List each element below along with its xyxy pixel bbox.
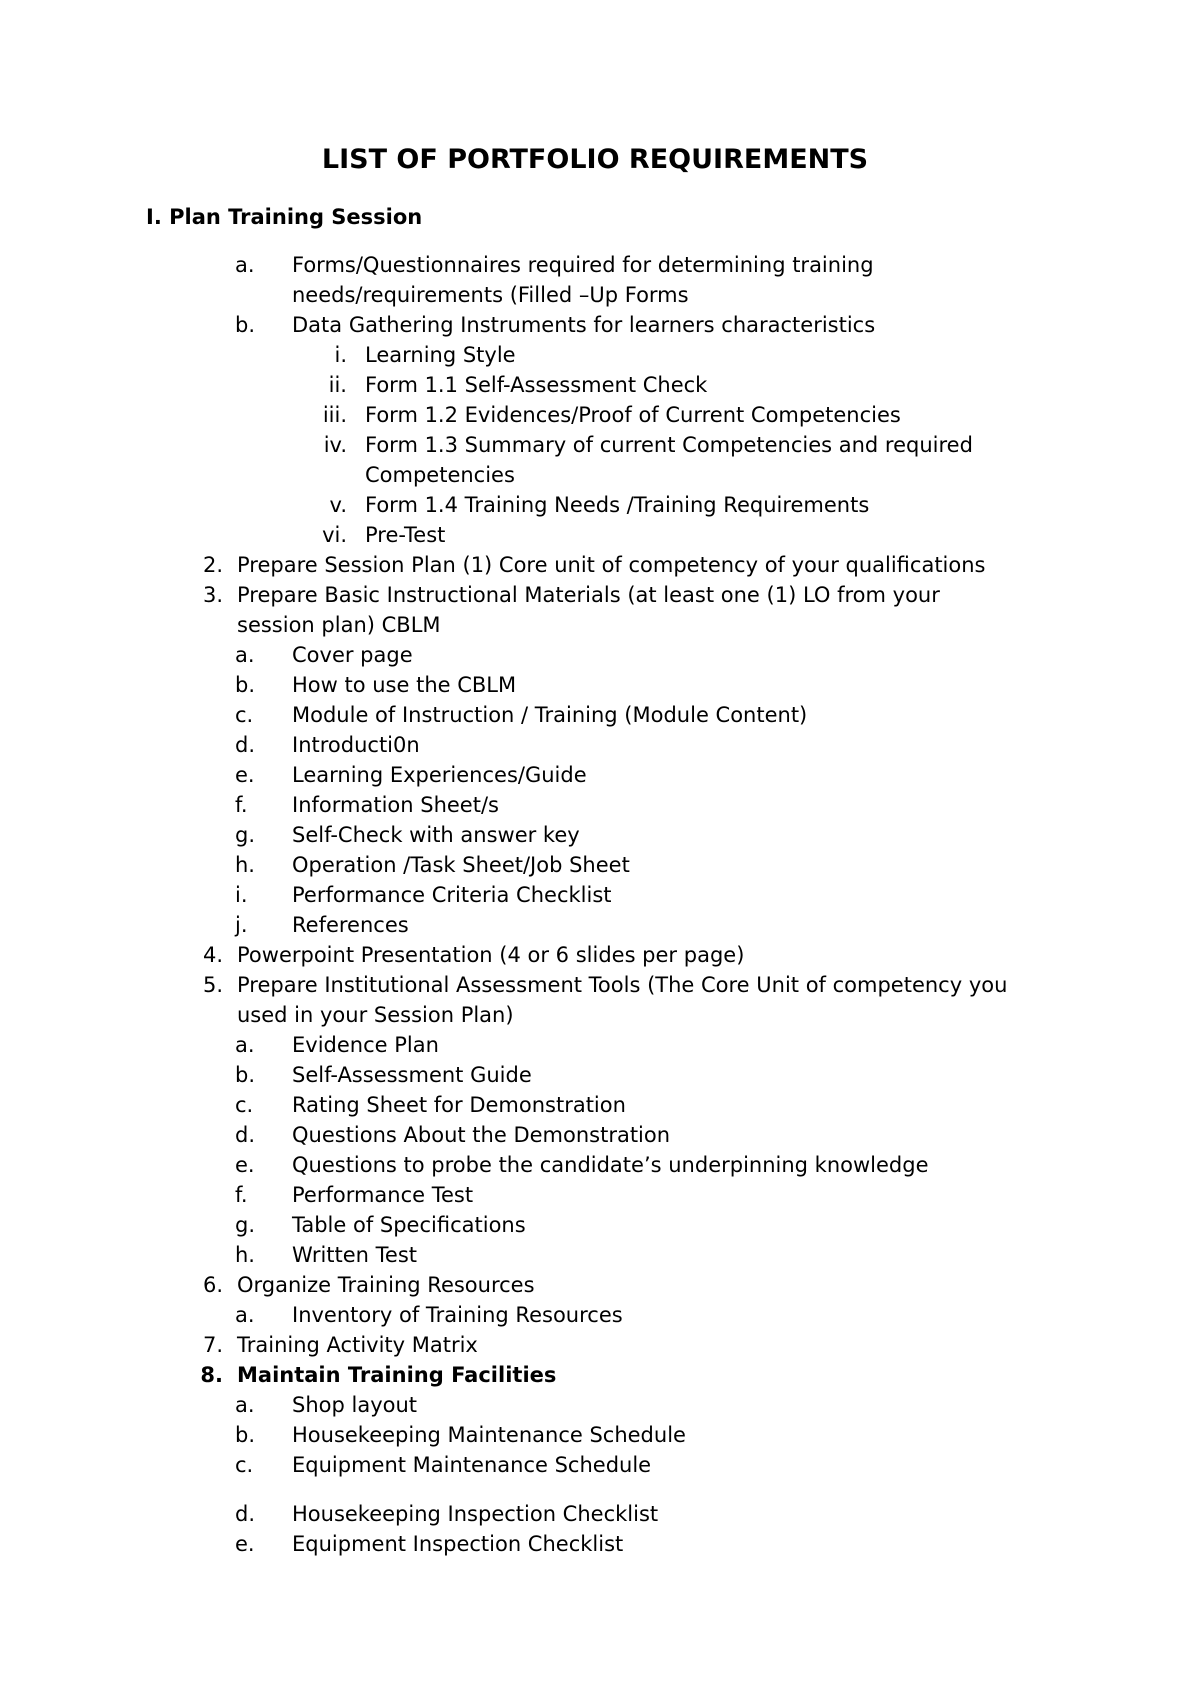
list-item-text: Questions About the Demonstration [292, 1123, 671, 1147]
list-item-text: Prepare Session Plan (1) Core unit of competency of your qualifications [237, 553, 986, 577]
list-marker: e. [235, 1532, 255, 1556]
list-marker: v. [329, 493, 347, 517]
list-marker: e. [235, 763, 255, 787]
list-item-text: Performance Test [292, 1183, 474, 1207]
list-item [0, 850, 1200, 880]
list-marker: vi. [322, 523, 347, 547]
list-item [0, 1420, 1200, 1450]
list-item [0, 1030, 1200, 1060]
list-item [0, 760, 1200, 790]
list-item [0, 1529, 1200, 1559]
list-item-text: Organize Training Resources [237, 1273, 535, 1297]
list-marker: f. [235, 1183, 248, 1207]
list-item [0, 700, 1200, 730]
list-marker: a. [235, 1303, 255, 1327]
list-item [0, 640, 1200, 670]
list-marker: e. [235, 1153, 255, 1177]
list-marker: a. [235, 253, 255, 277]
list-item [0, 1240, 1200, 1270]
list-item-text: Forms/Questionnaires required for determining training [292, 253, 874, 277]
list-marker: 3. [202, 583, 223, 607]
list-item-text: Written Test [292, 1243, 418, 1267]
list-item-text: Cover page [292, 643, 413, 667]
list-marker: 5. [202, 973, 223, 997]
list-item [0, 400, 1200, 430]
list-item-continuation [0, 460, 1200, 490]
list-item-text: Information Sheet/s [292, 793, 499, 817]
list-item-text: Training Activity Matrix [237, 1333, 478, 1357]
list-item-text: Inventory of Training Resources [292, 1303, 623, 1327]
list-marker: c. [235, 703, 254, 727]
list-item [0, 790, 1200, 820]
list-item-text: Module of Instruction / Training (Module Content) [292, 703, 808, 727]
list-item [0, 490, 1200, 520]
list-item-text: Form 1.4 Training Needs /Training Requirements [365, 493, 870, 517]
list-marker: a. [235, 643, 255, 667]
list-item [0, 310, 1200, 340]
list-item-text: Self-Check with answer key [292, 823, 580, 847]
list-item [0, 250, 1200, 280]
list-item-text: Learning Experiences/Guide [292, 763, 587, 787]
section-heading: I. Plan Training Session [146, 205, 423, 229]
list-marker: 4. [202, 943, 223, 967]
list-marker: d. [235, 733, 256, 757]
list-item [0, 880, 1200, 910]
list-marker: h. [235, 853, 255, 877]
list-marker: 6. [202, 1273, 223, 1297]
list-item-text: used in your Session Plan) [237, 1003, 514, 1027]
list-item-text: Housekeeping Maintenance Schedule [292, 1423, 686, 1447]
list-item-text: Data Gathering Instruments for learners characteristics [292, 313, 876, 337]
list-item-text: How to use the CBLM [292, 673, 517, 697]
list-item-text: Form 1.2 Evidences/Proof of Current Competencies [365, 403, 901, 427]
list-marker: h. [235, 1243, 255, 1267]
list-item [0, 1330, 1200, 1360]
list-marker: iii. [322, 403, 347, 427]
list-item-text: Evidence Plan [292, 1033, 439, 1057]
list-item [0, 1499, 1200, 1529]
list-item-text: Powerpoint Presentation (4 or 6 slides per page) [237, 943, 745, 967]
list-item-text: References [292, 913, 409, 937]
list-item [0, 1270, 1200, 1300]
list-item-text: Operation /Task Sheet/Job Sheet [292, 853, 630, 877]
list-item [0, 1300, 1200, 1330]
list-item [0, 670, 1200, 700]
list-item-text: needs/requirements (Filled –Up Forms [292, 283, 689, 307]
list-item [0, 340, 1200, 370]
list-item-text: Prepare Basic Instructional Materials (at least one (1) LO from your [237, 583, 940, 607]
list-item [0, 1060, 1200, 1090]
list-item [0, 820, 1200, 850]
list-item [0, 910, 1200, 940]
list-item-text: Rating Sheet for Demonstration [292, 1093, 626, 1117]
list-item [0, 520, 1200, 550]
list-marker: j. [235, 913, 248, 937]
list-marker: a. [235, 1033, 255, 1057]
list-marker: iv. [323, 433, 347, 457]
list-item-text: Questions to probe the candidate’s underpinning knowledge [292, 1153, 929, 1177]
list-item-text: Self-Assessment Guide [292, 1063, 532, 1087]
list-item [0, 1090, 1200, 1120]
list-item [0, 1360, 1200, 1390]
list-marker: b. [235, 313, 256, 337]
list-item [0, 1390, 1200, 1420]
list-item-text: Pre-Test [365, 523, 446, 547]
list-marker: d. [235, 1502, 256, 1526]
list-item [0, 940, 1200, 970]
list-item-text: Equipment Inspection Checklist [292, 1532, 624, 1556]
list-marker: f. [235, 793, 248, 817]
list-marker: c. [235, 1453, 254, 1477]
list-item-continuation [0, 610, 1200, 640]
list-marker: 2. [202, 553, 223, 577]
list-item [0, 430, 1200, 460]
list-marker: b. [235, 1063, 256, 1087]
list-marker: c. [235, 1093, 254, 1117]
list-item [0, 1150, 1200, 1180]
list-item [0, 1450, 1200, 1499]
document-title: LIST OF PORTFOLIO REQUIREMENTS [321, 144, 869, 175]
list-marker: 7. [202, 1333, 223, 1357]
list-item-text: Maintain Training Facilities [237, 1363, 557, 1387]
list-item-text: Performance Criteria Checklist [292, 883, 612, 907]
list-marker: ii. [328, 373, 347, 397]
list-item [0, 370, 1200, 400]
list-item-text: Form 1.3 Summary of current Competencies and required [365, 433, 973, 457]
list-marker: d. [235, 1123, 256, 1147]
list-item [0, 1210, 1200, 1240]
list-item-text: Learning Style [365, 343, 516, 367]
list-marker: i. [334, 343, 347, 367]
list-item-text: Housekeeping Inspection Checklist [292, 1502, 659, 1526]
requirements-list [0, 250, 1200, 1559]
list-marker: a. [235, 1393, 255, 1417]
list-item-continuation [0, 280, 1200, 310]
list-item-text: Introducti0n [292, 733, 420, 757]
list-marker: g. [235, 1213, 256, 1237]
list-item-text: session plan) CBLM [237, 613, 441, 637]
list-item-text: Equipment Maintenance Schedule [292, 1453, 652, 1477]
list-item-text: Form 1.1 Self-Assessment Check [365, 373, 708, 397]
list-item-text: Shop layout [292, 1393, 418, 1417]
list-item-text: Competencies [365, 463, 515, 487]
list-item [0, 730, 1200, 760]
list-item-text: Prepare Institutional Assessment Tools (The Core Unit of competency you [237, 973, 1008, 997]
list-item [0, 550, 1200, 580]
list-marker: b. [235, 673, 256, 697]
list-marker: 8. [200, 1363, 223, 1387]
list-item [0, 580, 1200, 610]
list-marker: g. [235, 823, 256, 847]
list-item-continuation [0, 1000, 1200, 1030]
list-item-text: Table of Specifications [292, 1213, 526, 1237]
list-marker: i. [235, 883, 248, 907]
list-item [0, 970, 1200, 1000]
list-item [0, 1120, 1200, 1150]
list-marker: b. [235, 1423, 256, 1447]
list-item [0, 1180, 1200, 1210]
